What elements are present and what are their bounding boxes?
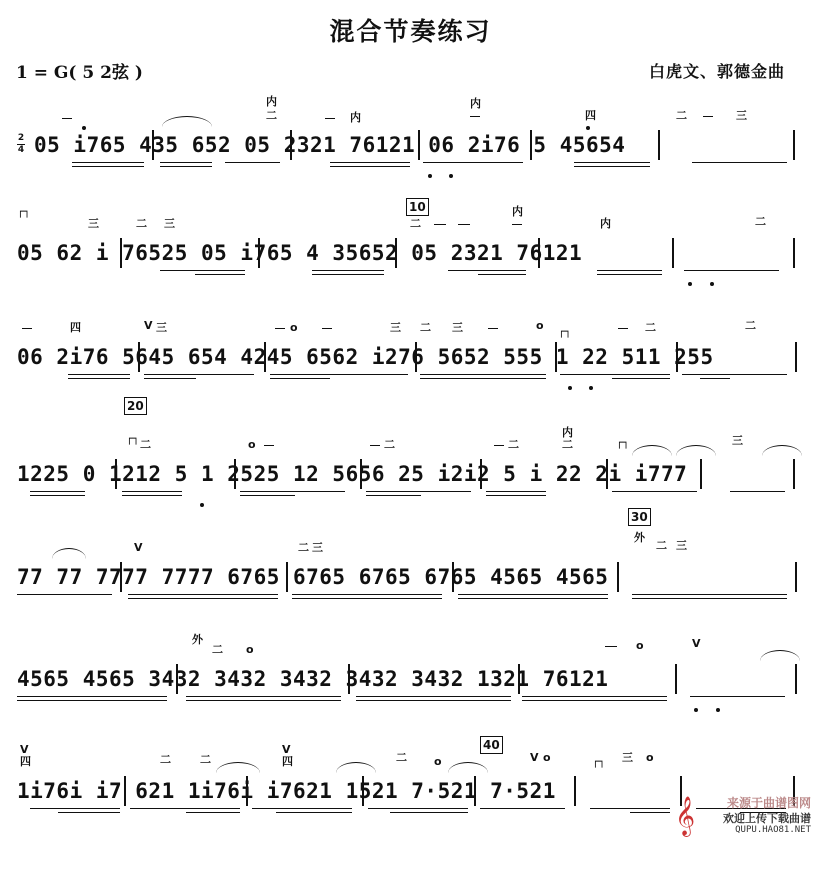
performance-mark: 二: [676, 109, 687, 122]
bar-line: [286, 562, 288, 592]
performance-mark: ┌┐: [17, 205, 31, 218]
performance-mark: 三: [164, 217, 175, 230]
measure-number: 30: [628, 508, 651, 526]
beam-underline: [420, 378, 546, 379]
treble-clef-icon: 𝄞: [675, 796, 696, 836]
octave-dot: [428, 174, 432, 178]
beam-underline: [160, 270, 245, 271]
finger-dash: [322, 328, 332, 329]
performance-mark: 二: [160, 753, 171, 766]
performance-mark: 二: [266, 109, 277, 122]
beam-underline: [458, 598, 608, 599]
bar-line: [793, 130, 795, 160]
beam-underline: [276, 812, 352, 813]
beam-underline: [292, 598, 442, 599]
score-row-5: [0, 510, 821, 670]
beam-underline: [312, 270, 384, 271]
bar-line: [795, 342, 797, 372]
performance-mark: 二: [745, 319, 756, 332]
performance-mark: o: [636, 639, 644, 652]
beam-underline: [17, 696, 167, 697]
beam-underline: [560, 374, 670, 375]
performance-mark: o: [536, 319, 544, 332]
octave-dot: [568, 386, 572, 390]
performance-mark: 二: [212, 643, 223, 656]
performance-mark: 三: [732, 434, 743, 447]
performance-mark: 四: [20, 755, 31, 768]
measure-number: 20: [124, 397, 147, 415]
beam-underline: [632, 598, 787, 599]
performance-mark: V: [134, 541, 143, 554]
notes-row-2: 05 62 i 76525 05 i765 4 35652 05 2321 76121: [17, 241, 583, 265]
finger-dash: [494, 445, 504, 446]
performance-mark: 三: [622, 751, 633, 764]
bar-line: [258, 238, 260, 268]
performance-mark: 二: [410, 217, 421, 230]
performance-mark: 内: [562, 426, 573, 439]
performance-mark: V: [144, 319, 153, 332]
beam-underline: [330, 162, 410, 163]
notes-row-7: 1i76i i7 621 1i76i i7621 1521 7·521 7·521: [17, 779, 556, 803]
finger-dash: [370, 445, 380, 446]
beam-underline: [448, 270, 526, 271]
beam-underline: [522, 700, 667, 701]
beam-underline: [68, 374, 130, 375]
notes-row-5: 77 77 7777 7777 6765 6765 6765 6765 4565 4565: [17, 565, 609, 589]
beam-underline: [478, 274, 526, 275]
notes-row-1: 05 i765 435 652 05 2321 76121 06 2i76 5 45654: [34, 133, 626, 157]
slur: [162, 116, 212, 127]
performance-mark: 二: [384, 438, 395, 451]
bar-line: [234, 459, 236, 489]
beam-underline: [612, 378, 670, 379]
beam-underline: [160, 166, 212, 167]
performance-mark: 四: [585, 109, 596, 122]
beam-underline: [128, 594, 278, 595]
performance-mark: 四: [70, 321, 81, 334]
finger-dash: [703, 116, 713, 117]
octave-dot: [710, 282, 714, 286]
beam-underline: [186, 812, 240, 813]
beam-underline: [68, 378, 130, 379]
bar-line: [658, 130, 660, 160]
bar-line: [793, 459, 795, 489]
beam-underline: [160, 162, 212, 163]
beam-underline: [30, 808, 120, 809]
bar-line: [518, 664, 520, 694]
beam-underline: [72, 162, 144, 163]
beam-underline: [330, 166, 410, 167]
finger-dash: [22, 328, 32, 329]
bar-line: [120, 562, 122, 592]
performance-mark: V: [20, 743, 29, 756]
performance-mark: 二: [645, 321, 656, 334]
performance-mark: 二: [396, 751, 407, 764]
bar-line: [360, 459, 362, 489]
beam-underline: [72, 166, 144, 167]
beam-underline: [590, 808, 670, 809]
beam-underline: [420, 374, 546, 375]
score-row-6: [0, 633, 821, 772]
beam-underline: [240, 491, 345, 492]
beam-underline: [312, 274, 384, 275]
beam-underline: [597, 274, 662, 275]
composer: 白虎文、郭德金曲: [648, 62, 785, 81]
watermark-line-2: 欢迎上传下载曲谱: [723, 812, 811, 825]
bar-line: [152, 130, 154, 160]
octave-dot: [449, 174, 453, 178]
performance-mark: ┌┐: [126, 432, 140, 445]
bar-line: [474, 776, 476, 806]
notes-row-3: 06 2i76 5645 654 4245 6562 i276 5652 555 1 22 511 255: [17, 345, 714, 369]
performance-mark: ┌┐: [558, 325, 572, 338]
performance-mark: 二: [200, 753, 211, 766]
bar-line: [348, 664, 350, 694]
bar-line: [290, 130, 292, 160]
score-row-3: [0, 319, 821, 450]
beam-underline: [144, 374, 254, 375]
performance-mark: ┌┐: [616, 436, 630, 449]
performance-mark: 内: [512, 205, 523, 218]
notes-row-4: 1225 0 1212 5 1 2525 12 5656 25 i2i2 5 i 22 2i i777: [17, 462, 688, 486]
beam-underline: [292, 594, 442, 595]
beam-underline: [122, 491, 182, 492]
performance-mark: 四: [282, 755, 293, 768]
beam-underline: [356, 700, 511, 701]
bar-line: [138, 342, 140, 372]
performance-mark: 内: [350, 111, 361, 124]
performance-mark: o: [543, 751, 551, 764]
time-signature: 2 4: [17, 133, 25, 155]
performance-mark: V: [692, 637, 701, 650]
watermark: [675, 794, 815, 838]
performance-mark: 二: [420, 321, 431, 334]
beam-underline: [700, 378, 730, 379]
bar-line: [617, 562, 619, 592]
beam-underline: [144, 378, 196, 379]
finger-dash: [512, 224, 522, 225]
octave-dot: [694, 708, 698, 712]
performance-mark: 三: [312, 541, 323, 554]
beam-underline: [30, 491, 85, 492]
finger-dash: [62, 118, 72, 119]
beam-underline: [366, 495, 421, 496]
bar-line: [700, 459, 702, 489]
bar-line: [124, 776, 126, 806]
bar-line: [530, 130, 532, 160]
bar-line: [362, 776, 364, 806]
performance-mark: 三: [156, 321, 167, 334]
performance-mark: o: [646, 751, 654, 764]
octave-dot: [82, 126, 86, 130]
bar-line: [395, 238, 397, 268]
bar-line: [675, 664, 677, 694]
octave-dot: [200, 503, 204, 507]
octave-dot: [688, 282, 692, 286]
measure-number: 40: [480, 736, 503, 754]
finger-dash: [264, 445, 274, 446]
beam-underline: [690, 696, 785, 697]
beam-underline: [122, 495, 182, 496]
bar-line: [606, 459, 608, 489]
beam-underline: [270, 374, 408, 375]
beam-underline: [630, 812, 670, 813]
performance-mark: 三: [676, 539, 687, 552]
beam-underline: [17, 700, 167, 701]
beam-underline: [682, 374, 787, 375]
performance-mark: ┌┐: [592, 755, 606, 768]
performance-mark: V: [282, 743, 291, 756]
performance-mark: o: [290, 321, 298, 334]
performance-mark: 二: [298, 541, 309, 554]
bar-line: [676, 342, 678, 372]
beam-underline: [597, 270, 662, 271]
score-row-2: [0, 200, 821, 346]
performance-mark: V: [530, 751, 539, 764]
beam-underline: [423, 162, 523, 163]
beam-underline: [252, 808, 352, 809]
bar-line: [452, 562, 454, 592]
beam-underline: [195, 274, 245, 275]
performance-mark: 二: [562, 438, 573, 451]
octave-dot: [589, 386, 593, 390]
beam-underline: [574, 166, 650, 167]
finger-dash: [325, 118, 335, 119]
beam-underline: [692, 162, 787, 163]
performance-mark: 内: [266, 95, 277, 108]
watermark-url: QUPU.HAO81.NET: [735, 825, 811, 835]
performance-mark: 二: [656, 539, 667, 552]
bar-line: [176, 664, 178, 694]
bar-line: [480, 459, 482, 489]
finger-dash: [434, 224, 446, 225]
finger-dash: [275, 328, 285, 329]
bar-line: [795, 562, 797, 592]
bar-line: [418, 130, 420, 160]
beam-underline: [684, 270, 779, 271]
performance-mark: 三: [390, 321, 401, 334]
beam-underline: [486, 491, 546, 492]
finger-dash: [458, 224, 470, 225]
beam-underline: [368, 808, 468, 809]
performance-mark: o: [246, 643, 254, 656]
performance-mark: 二: [136, 217, 147, 230]
performance-mark: 三: [736, 109, 747, 122]
beam-underline: [356, 696, 511, 697]
performance-mark: 内: [600, 217, 611, 230]
performance-mark: 二: [755, 215, 766, 228]
performance-mark: 二: [508, 438, 519, 451]
performance-mark: o: [434, 755, 442, 768]
finger-dash: [618, 328, 628, 329]
beam-underline: [612, 491, 697, 492]
finger-dash: [470, 116, 480, 117]
performance-mark: o: [248, 438, 256, 451]
beam-underline: [225, 162, 280, 163]
beam-underline: [17, 594, 112, 595]
performance-mark: 外: [192, 633, 203, 646]
watermark-line-1: 来源于曲谱图网: [726, 796, 811, 810]
beam-underline: [186, 696, 341, 697]
finger-dash: [488, 328, 498, 329]
performance-mark: 二: [140, 438, 151, 451]
beam-underline: [58, 812, 120, 813]
page-title: 混合节奏练习: [329, 17, 492, 46]
measure-number: 10: [406, 198, 429, 216]
beam-underline: [270, 378, 330, 379]
beam-underline: [240, 495, 295, 496]
beam-underline: [366, 491, 471, 492]
key-signature: 1 = G( 5 2弦 ): [16, 63, 143, 83]
notes-row-6: 4565 4565 3432 3432 3432 3432 3432 1321 76121: [17, 667, 609, 691]
beam-underline: [730, 491, 785, 492]
performance-mark: 外: [634, 531, 645, 544]
performance-mark: 三: [452, 321, 463, 334]
bar-line: [793, 238, 795, 268]
beam-underline: [574, 162, 650, 163]
beam-underline: [390, 812, 468, 813]
beam-underline: [130, 808, 240, 809]
beam-underline: [632, 594, 787, 595]
bar-line: [115, 459, 117, 489]
bar-line: [120, 238, 122, 268]
bar-line: [555, 342, 557, 372]
beam-underline: [486, 495, 546, 496]
beam-underline: [480, 808, 565, 809]
bar-line: [672, 238, 674, 268]
bar-line: [538, 238, 540, 268]
finger-dash: [605, 646, 617, 647]
octave-dot: [716, 708, 720, 712]
score-row-4: [0, 399, 821, 567]
bar-line: [795, 664, 797, 694]
bar-line: [246, 776, 248, 806]
bar-line: [264, 342, 266, 372]
performance-mark: 内: [470, 97, 481, 110]
bar-line: [415, 342, 417, 372]
bar-line: [574, 776, 576, 806]
beam-underline: [128, 598, 278, 599]
octave-dot: [586, 126, 590, 130]
beam-underline: [458, 594, 608, 595]
beam-underline: [186, 700, 341, 701]
beam-underline: [522, 696, 667, 697]
performance-mark: 三: [88, 217, 99, 230]
beam-underline: [30, 495, 85, 496]
